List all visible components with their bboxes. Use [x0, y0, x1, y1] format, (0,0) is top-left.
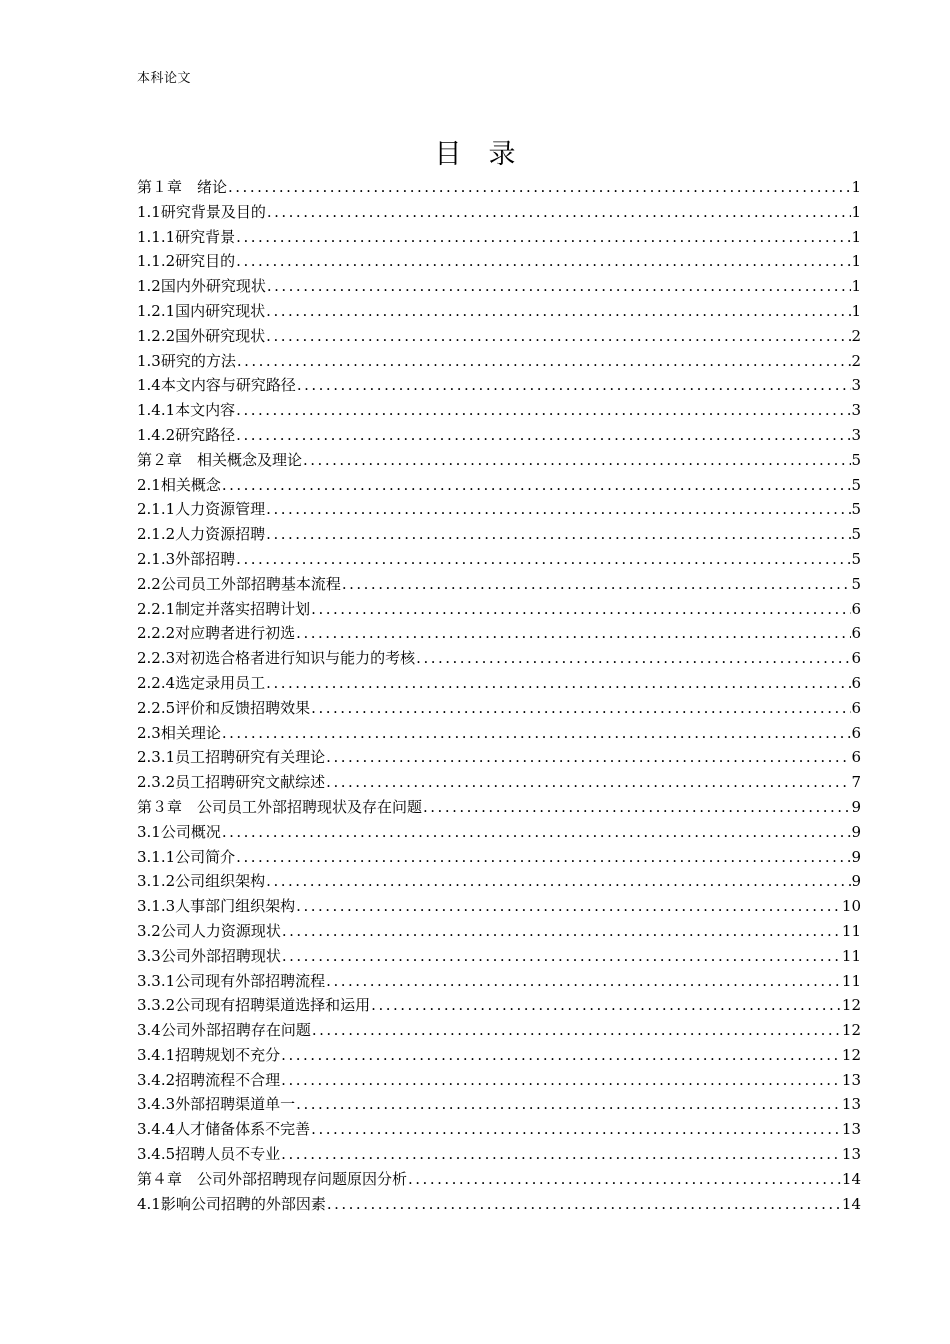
toc-dot-leader [280, 1142, 842, 1167]
page-header: 本科论文 [137, 71, 192, 86]
toc-entry[interactable] [137, 448, 861, 473]
toc-entry-page-number: 14 [841, 1169, 861, 1188]
toc-entry-page-number: 12 [841, 1021, 861, 1040]
toc-entry-label: 第３章 公司员工外部招聘现状及存在问题 [137, 797, 423, 816]
toc-entry-page-number: 12 [841, 996, 861, 1015]
toc-dot-leader [311, 1018, 842, 1043]
toc-entry-page-number: 9 [851, 822, 861, 841]
toc-entry[interactable] [137, 175, 861, 200]
toc-entry[interactable] [137, 349, 861, 374]
toc-dot-leader [235, 225, 851, 250]
toc-entry-label: 2.2.2对应聘者进行初选 [137, 624, 296, 643]
toc-dot-leader [281, 919, 842, 944]
toc-entry-page-number: 5 [851, 500, 861, 519]
toc-entry-label: 3.4.1招聘规划不充分 [137, 1045, 281, 1064]
toc-entry[interactable] [137, 646, 861, 671]
toc-dot-leader [221, 473, 852, 498]
toc-entry-page-number: 11 [841, 946, 861, 965]
toc-dot-leader [310, 1117, 842, 1142]
toc-dot-leader [235, 845, 851, 870]
toc-entry-page-number: 6 [851, 624, 861, 643]
toc-entry-page-number: 1 [851, 227, 861, 246]
toc-entry-page-number: 1 [851, 178, 861, 196]
toc-dot-leader [295, 894, 842, 919]
toc-entry[interactable] [137, 522, 861, 547]
toc-entry[interactable] [137, 696, 861, 721]
toc-entry-label: 1.4本文内容与研究路径 [137, 376, 296, 395]
toc-entry[interactable] [137, 993, 861, 1018]
toc-entry-page-number: 9 [851, 847, 861, 866]
toc-entry[interactable] [137, 398, 861, 423]
toc-entry[interactable] [137, 621, 861, 646]
toc-entry-page-number: 13 [841, 1120, 861, 1139]
toc-entry-label: 3.2公司人力资源现状 [137, 921, 281, 940]
toc-dot-leader [310, 696, 851, 721]
toc-entry[interactable] [137, 1018, 861, 1043]
toc-entry-label: 3.3.2公司现有招聘渠道选择和运用 [137, 996, 371, 1015]
toc-entry[interactable] [137, 721, 861, 746]
toc-entry[interactable] [137, 547, 861, 572]
toc-entry-label: 3.1.1公司简介 [137, 847, 236, 866]
toc-entry-page-number: 3 [851, 376, 861, 395]
toc-entry-label: 1.2国内外研究现状 [137, 277, 266, 296]
toc-entry-label: 3.4.5招聘人员不专业 [137, 1145, 281, 1164]
toc-dot-leader [407, 1167, 842, 1192]
toc-entry-label: 2.1.3外部招聘 [137, 549, 236, 568]
toc-entry[interactable] [137, 597, 861, 622]
toc-entry[interactable] [137, 1043, 861, 1068]
toc-dot-leader [221, 721, 852, 746]
toc-entry[interactable] [137, 497, 861, 522]
toc-entry-label: 2.2.3对初选合格者进行知识与能力的考核 [137, 649, 416, 668]
toc-entry-page-number: 6 [851, 673, 861, 692]
toc-entry[interactable] [137, 423, 861, 448]
toc-entry-label: 2.3.1员工招聘研究有关理论 [137, 748, 326, 767]
toc-dot-leader [227, 175, 851, 200]
toc-entry-label: 1.1.1研究背景 [137, 227, 236, 246]
toc-dot-leader [235, 398, 851, 423]
toc-entry[interactable] [137, 1092, 861, 1117]
table-of-contents [137, 175, 861, 1216]
toc-entry[interactable] [137, 820, 861, 845]
toc-dot-leader [235, 423, 851, 448]
toc-entry-label: 2.2公司员工外部招聘基本流程 [137, 574, 341, 593]
toc-entry-label: 第４章 公司外部招聘现存问题原因分析 [137, 1169, 408, 1188]
toc-entry-label: 2.2.5评价和反馈招聘效果 [137, 698, 311, 717]
toc-entry-page-number: 10 [841, 897, 861, 916]
toc-dot-leader [266, 200, 852, 225]
toc-entry-label: 1.1.2研究目的 [137, 252, 236, 271]
toc-entry-page-number: 5 [851, 574, 861, 593]
toc-entry-page-number: 5 [851, 525, 861, 544]
toc-entry-label: 3.4公司外部招聘存在问题 [137, 1021, 311, 1040]
toc-entry-page-number: 6 [851, 723, 861, 742]
toc-dot-leader [235, 547, 851, 572]
toc-dot-leader [325, 969, 842, 994]
toc-entry-page-number: 2 [851, 326, 861, 345]
toc-entry-label: 2.1.1人力资源管理 [137, 500, 266, 519]
toc-entry-page-number: 7 [851, 773, 861, 792]
toc-entry-label: 2.1.2人力资源招聘 [137, 525, 266, 544]
toc-entry-label: 2.2.1制定并落实招聘计划 [137, 599, 311, 618]
toc-entry[interactable] [137, 299, 861, 324]
toc-entry[interactable] [137, 894, 861, 919]
toc-dot-leader [326, 1192, 842, 1217]
toc-entry-page-number: 3 [851, 425, 861, 444]
toc-entry[interactable] [137, 473, 861, 498]
toc-entry-page-number: 1 [851, 277, 861, 296]
toc-dot-leader [265, 497, 851, 522]
toc-entry-label: 2.2.4选定录用员工 [137, 673, 266, 692]
toc-entry[interactable] [137, 671, 861, 696]
toc-entry-page-number: 11 [841, 921, 861, 940]
toc-dot-leader [265, 522, 851, 547]
toc-dot-leader [295, 621, 851, 646]
toc-entry-page-number: 6 [851, 698, 861, 717]
toc-entry-label: 1.1研究背景及目的 [137, 202, 266, 221]
toc-entry-page-number: 2 [851, 351, 861, 370]
toc-dot-leader [302, 448, 851, 473]
toc-entry-page-number: 6 [851, 599, 861, 618]
toc-entry-page-number: 1 [851, 301, 861, 320]
toc-entry-label: 1.4.2研究路径 [137, 425, 236, 444]
toc-dot-leader [280, 1043, 842, 1068]
toc-entry-page-number: 3 [851, 401, 861, 420]
toc-entry-page-number: 13 [841, 1095, 861, 1114]
toc-entry[interactable] [137, 274, 861, 299]
toc-entry-label: 第１章 绪论 [137, 178, 228, 196]
toc-dot-leader [265, 671, 851, 696]
toc-entry[interactable] [137, 745, 861, 770]
toc-entry-label: 2.1相关概念 [137, 475, 221, 494]
toc-dot-leader [310, 597, 851, 622]
toc-entry[interactable] [137, 225, 861, 250]
toc-entry-label: 3.4.2招聘流程不合理 [137, 1070, 281, 1089]
toc-entry[interactable] [137, 1117, 861, 1142]
toc-entry-page-number: 11 [841, 971, 861, 990]
page-title: 目 录 [434, 139, 516, 170]
toc-entry-label: 1.3研究的方法 [137, 351, 236, 370]
toc-entry[interactable] [137, 572, 861, 597]
toc-dot-leader [325, 745, 851, 770]
toc-dot-leader [295, 1092, 842, 1117]
toc-entry[interactable] [137, 1167, 861, 1192]
toc-entry-page-number: 6 [851, 649, 861, 668]
toc-entry[interactable] [137, 1142, 861, 1167]
toc-entry[interactable] [137, 1192, 861, 1217]
toc-entry-page-number: 9 [851, 872, 861, 891]
toc-entry-page-number: 6 [851, 748, 861, 767]
toc-entry[interactable] [137, 845, 861, 870]
toc-entry-page-number: 14 [841, 1194, 861, 1213]
toc-entry-label: 3.4.4人才储备体系不完善 [137, 1120, 311, 1139]
toc-entry[interactable] [137, 373, 861, 398]
toc-entry[interactable] [137, 324, 861, 349]
toc-entry-page-number: 5 [851, 475, 861, 494]
toc-entry[interactable] [137, 944, 861, 969]
toc-entry-label: 第２章 相关概念及理论 [137, 450, 303, 469]
toc-dot-leader [325, 770, 851, 795]
toc-dot-leader [265, 299, 851, 324]
toc-entry-page-number: 9 [851, 797, 861, 816]
toc-dot-leader [221, 820, 852, 845]
toc-entry-label: 3.4.3外部招聘渠道单一 [137, 1095, 296, 1114]
toc-entry-page-number: 5 [851, 450, 861, 469]
toc-entry-label: 3.1公司概况 [137, 822, 221, 841]
toc-entry-label: 1.2.2国外研究现状 [137, 326, 266, 345]
toc-entry-label: 4.1影响公司招聘的外部因素 [137, 1194, 326, 1213]
toc-dot-leader [266, 274, 852, 299]
toc-entry-label: 3.1.2公司组织架构 [137, 872, 266, 891]
toc-dot-leader [236, 349, 852, 374]
toc-entry-page-number: 5 [851, 549, 861, 568]
toc-dot-leader [281, 944, 842, 969]
toc-entry-page-number: 12 [841, 1045, 861, 1064]
toc-entry-page-number: 13 [841, 1070, 861, 1089]
toc-entry-page-number: 13 [841, 1145, 861, 1164]
toc-entry-page-number: 1 [851, 252, 861, 271]
toc-entry-label: 2.3相关理论 [137, 723, 221, 742]
toc-dot-leader [415, 646, 851, 671]
toc-entry[interactable] [137, 1068, 861, 1093]
toc-dot-leader [370, 993, 842, 1018]
toc-entry-label: 1.2.1国内研究现状 [137, 301, 266, 320]
toc-entry[interactable] [137, 795, 861, 820]
toc-dot-leader [235, 249, 851, 274]
toc-entry-label: 3.3.1公司现有外部招聘流程 [137, 971, 326, 990]
toc-entry-label: 2.3.2员工招聘研究文献综述 [137, 773, 326, 792]
toc-entry-page-number: 1 [851, 202, 861, 221]
toc-entry-label: 3.1.3人事部门组织架构 [137, 897, 296, 916]
toc-dot-leader [280, 1068, 842, 1093]
toc-entry-label: 3.3公司外部招聘现状 [137, 946, 281, 965]
toc-entry[interactable] [137, 770, 861, 795]
toc-entry[interactable] [137, 200, 861, 225]
toc-dot-leader [422, 795, 851, 820]
toc-entry[interactable] [137, 249, 861, 274]
toc-entry[interactable] [137, 969, 861, 994]
toc-dot-leader [265, 324, 851, 349]
toc-dot-leader [296, 373, 852, 398]
toc-entry[interactable] [137, 919, 861, 944]
toc-dot-leader [265, 869, 851, 894]
toc-dot-leader [341, 572, 852, 597]
toc-entry[interactable] [137, 869, 861, 894]
toc-entry-label: 1.4.1本文内容 [137, 401, 236, 420]
